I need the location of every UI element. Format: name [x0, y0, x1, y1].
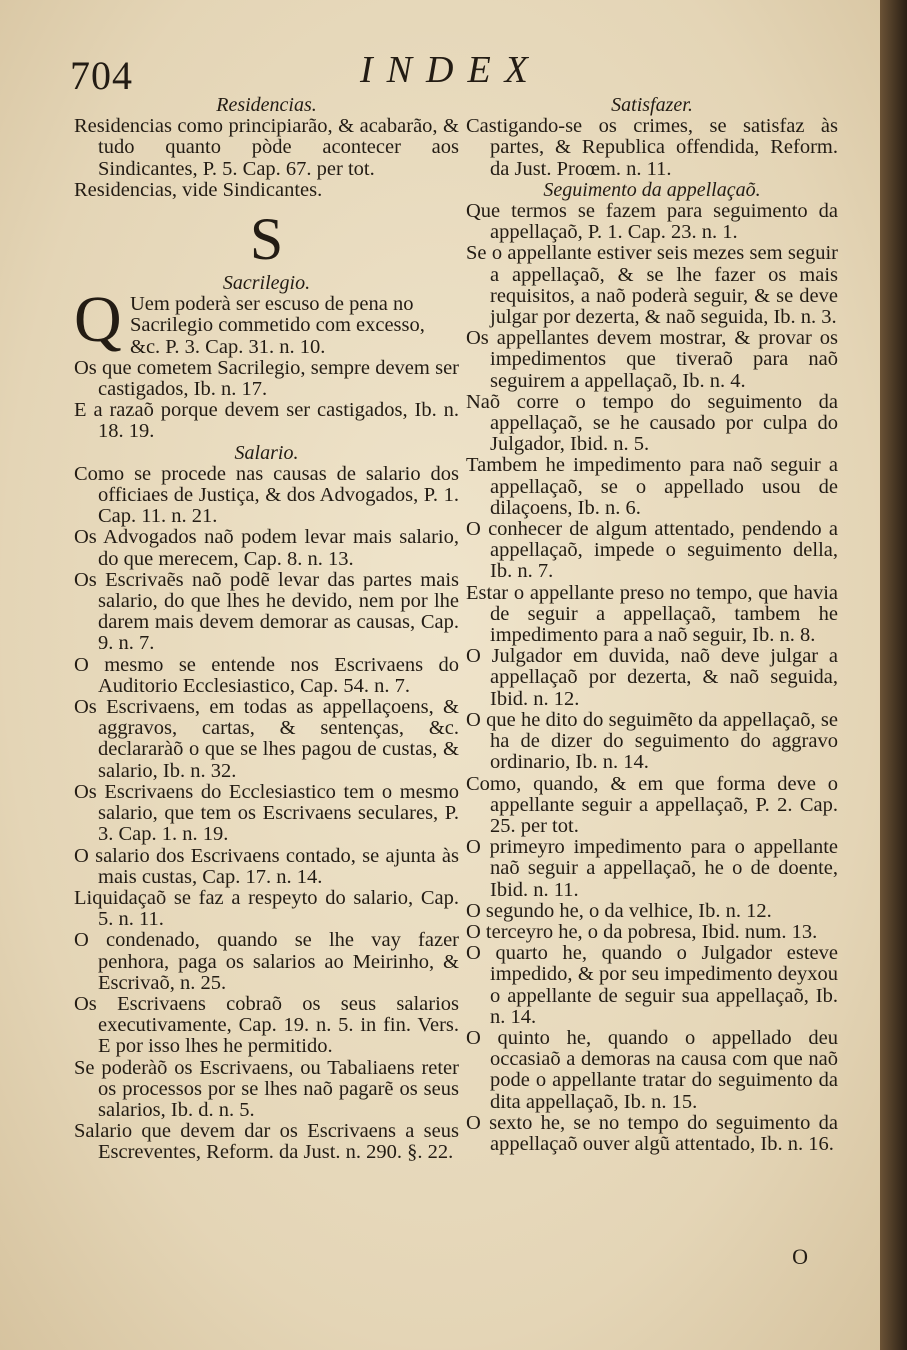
index-entry: Como, quando, & em que forma deve o appellante seguir a appellaçaõ, P. 2. Cap. 25. per tot.	[466, 772, 838, 837]
index-entry: E a razaõ porque devem ser castigados, Ib. n. 18. 19.	[74, 399, 459, 443]
index-entry: O conhecer de algum attentado, pendendo a appellaçaõ, impede o seguimento della, Ib. n. 7.	[466, 518, 838, 583]
index-entry: O terceyro he, o da pobresa, Ibid. num. 13.	[466, 920, 818, 943]
running-title: INDEX	[360, 49, 542, 91]
section-heading-sacrilegio: Sacrilegio.	[222, 272, 311, 295]
index-entry: O mesmo se entende nos Escrivaens do Auditorio Ecclesiastico, Cap. 54. n. 7.	[74, 653, 459, 697]
index-entry: O segundo he, o da velhice, Ib. n. 12.	[466, 899, 772, 922]
left-column	[74, 95, 459, 1164]
index-entry: O quinto he, quando o appellado deu occasiaõ a demoras na causa com que naõ pode o appellante tratar do seguimento da dita appellaçaõ, Ib. n. 15.	[466, 1026, 838, 1113]
index-entry: Os appellantes devem mostrar, & provar os impedimentos que tiveraõ para naõ seguirem a appellaçaõ, Ib. n. 4.	[466, 327, 838, 392]
index-entry: Residencias, vide Sindicantes.	[74, 178, 323, 201]
section-heading-seguimento: Seguimento da appellaçaõ.	[543, 178, 761, 201]
index-entry: Castigando-se os crimes, se satisfaz às partes, & Republica offendida, Reform. da Just. Proœm. n. 11.	[466, 115, 838, 180]
index-entry: Os Escrivaens cobraõ os seus salarios executivamente, Cap. 19. n. 5. in fin. Vers. E por isso lhes he permitido.	[74, 992, 459, 1058]
page-edge	[880, 0, 907, 1350]
index-entry: Residencias como principiarão, & acabarão, & tudo quanto pòde acontecer aos Sindicantes, P. 5. Cap. 67. per tot.	[74, 115, 459, 180]
index-entry: Os que cometem Sacrilegio, sempre devem ser castigados, Ib. n. 17.	[74, 356, 459, 401]
index-entry: Como se procede nas causas de salario dos officiaes de Justiça, & dos Advogados, P. 1. Cap. 11. n. 21.	[74, 462, 459, 528]
index-entry: Salario que devem dar os Escrivaens a seus Escreventes, Reform. da Just. n. 290. §. 22.	[74, 1120, 459, 1164]
section-heading-residencias: Residencias.	[216, 94, 317, 116]
index-entry: Os Escrivaens, em todas as appellaçoens, & aggravos, cartas, & sentenças, &c. declararàõ o que se lhes pagou de custas, & salario, Ib. n. 32.	[74, 696, 459, 782]
index-entry: O Julgador em duvida, naõ deve julgar a appellaçaõ por dezerta, & naõ seguida, Ibid. n. 12.	[466, 645, 838, 710]
section-heading-salario: Salario.	[234, 441, 299, 464]
index-entry: Os Escrivaẽs naõ podẽ levar das partes mais salario, do que lhes he devido, nem por lhe darem mais devem demorar as causas, Cap. 9. n. 7.	[74, 568, 459, 655]
index-entry-dropcap	[74, 283, 459, 358]
right-column	[466, 95, 838, 1155]
index-entry: Os Advogados naõ podem levar mais salario, do que merecem, Cap. 8. n. 13.	[74, 526, 459, 570]
catchword: O	[792, 1244, 808, 1269]
page-number: 704	[70, 53, 133, 98]
index-entry: Liquidaçaõ se faz a respeyto do salario, Cap. 5. n. 11.	[74, 886, 459, 931]
section-letter: S	[249, 206, 284, 273]
index-entry: Tambem he impedimento para naõ seguir a appellaçaõ, se o appellado usou de dilaçoens, Ib. n. 6.	[466, 454, 838, 519]
section-heading-satisfazer: Satisfazer.	[611, 94, 693, 116]
index-entry-text: Uem poderà ser escuso de pena no Sacrilegio commetido com excesso, &c. P. 3. Cap. 31. n. 10.	[130, 293, 425, 358]
index-entry: O que he dito do seguimẽto da appellaçaõ, se ha de dizer do seguimento do aggravo ordinario, Ib. n. 14.	[466, 708, 838, 774]
index-entry: Naõ corre o tempo do seguimento da appellaçaõ, se he causado por culpa do Julgador, Ibid. n. 5.	[466, 390, 838, 456]
index-entry: Estar o appellante preso no tempo, que havia de seguir a appellaçaõ, tambem he impedimento para a naõ seguir, Ib. n. 8.	[466, 581, 838, 647]
index-entry: O quarto he, quando o Julgador esteve impedido, & por seu impedimento deyxou o appellante de seguir sua appellaçaõ, Ib. n. 14.	[466, 942, 838, 1028]
index-entry: O primeyro impedimento para o appellante naõ seguir a appellaçaõ, he o de doente, Ibid. n. 11.	[466, 836, 838, 901]
index-entry: Se o appellante estiver seis mezes sem seguir a appellaçaõ, & se lhe fazer os mais requisitos, a naõ poderà seguir, & se deve julgar por dezerta, & naõ seguida, Ib. n. 3.	[466, 242, 838, 329]
drop-cap: Q	[74, 283, 122, 357]
index-entry: O condenado, quando se lhe vay fazer penhora, paga os salarios ao Meirinho, & Escrivaõ, n. 25.	[74, 929, 459, 994]
index-entry: O salario dos Escrivaens contado, se ajunta às mais custas, Cap. 17. n. 14.	[74, 844, 459, 888]
index-entry: Que termos se fazem para seguimento da appellaçaõ, P. 1. Cap. 23. n. 1.	[466, 200, 838, 244]
index-entry: Se poderàõ os Escrivaens, ou Tabaliaens reter os processos por se lhes naõ pagarẽ os seus salarios, Ib. d. n. 5.	[74, 1056, 459, 1121]
index-entry: Os Escrivaens do Ecclesiastico tem o mesmo salario, que tem os Escrivaens seculares, P. 3. Cap. 1. n. 19.	[74, 780, 459, 846]
index-entry: O sexto he, se no tempo do seguimento da appellaçaõ ouver algũ attentado, Ib. n. 16.	[466, 1111, 838, 1155]
